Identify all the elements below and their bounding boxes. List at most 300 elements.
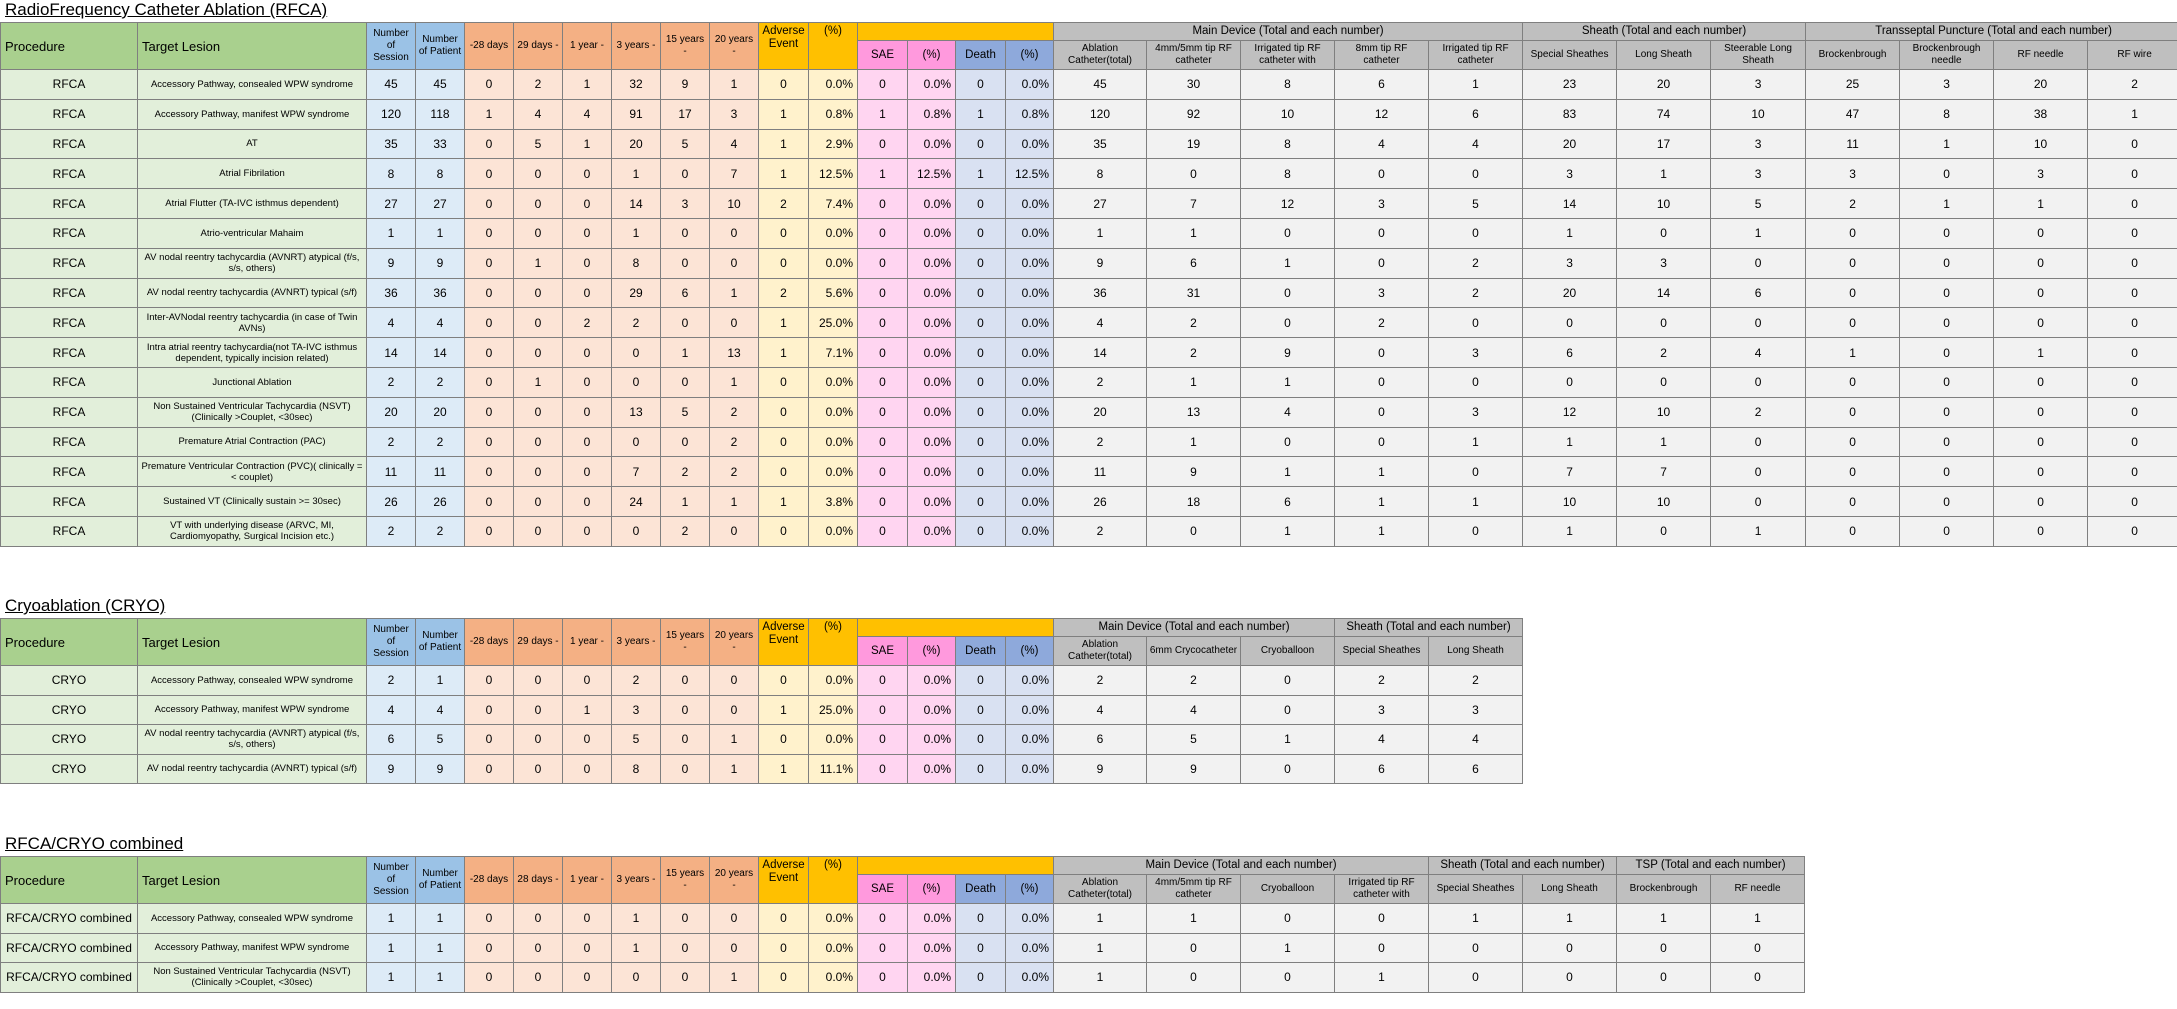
device-count-cell: 0 — [1711, 457, 1806, 487]
table-row — [1, 308, 2177, 338]
death-pct-cell: 0.0% — [1006, 397, 1054, 427]
device-count-cell: 3 — [1335, 695, 1429, 725]
count-cell: 2 — [367, 367, 416, 397]
adverse-event-pct-cell: 0.0% — [809, 725, 858, 755]
device-count-cell: 3 — [1617, 248, 1711, 278]
device-column-header: Special Sheathes — [1429, 875, 1523, 904]
column-header: 29 days - — [514, 619, 563, 666]
count-cell: 0 — [563, 159, 612, 189]
adverse-event-pct-cell: 0.0% — [809, 367, 858, 397]
count-cell: 0 — [710, 666, 759, 696]
device-count-cell: 0 — [1806, 427, 1900, 457]
count-cell: 1 — [710, 70, 759, 100]
column-header: 3 years - — [612, 857, 661, 904]
adverse-event-pct-cell: 0.0% — [809, 457, 858, 487]
death-pct-header: (%) — [1006, 637, 1054, 666]
device-count-cell: 0 — [1806, 457, 1900, 487]
count-cell: 3 — [710, 99, 759, 129]
device-count-cell: 0 — [1711, 308, 1806, 338]
device-count-cell: 0 — [2088, 457, 2177, 487]
count-cell: 4 — [367, 308, 416, 338]
device-count-cell: 0 — [1994, 427, 2088, 457]
target-lesion-cell: AT — [138, 129, 367, 159]
procedure-cell: RFCA — [1, 427, 138, 457]
procedure-cell: CRYO — [1, 695, 138, 725]
count-cell: 0 — [563, 338, 612, 368]
device-count-cell: 10 — [1617, 189, 1711, 219]
procedure-cell: CRYO — [1, 666, 138, 696]
device-count-cell: 0 — [1241, 904, 1335, 934]
device-count-cell: 0 — [1900, 427, 1994, 457]
device-count-cell: 38 — [1994, 99, 2088, 129]
adverse-event-pct-cell: 0.0% — [809, 904, 858, 934]
sae-pct-cell: 0.0% — [908, 70, 956, 100]
count-cell: 1 — [563, 70, 612, 100]
device-count-cell: 6 — [1429, 99, 1523, 129]
adverse-event-cell: 0 — [759, 248, 809, 278]
target-lesion-cell: Premature Ventricular Contraction (PVC)( clinically =< couplet) — [138, 457, 367, 487]
device-count-cell: 1 — [1523, 904, 1617, 934]
table-row — [1, 904, 1805, 934]
count-cell: 0 — [710, 933, 759, 963]
adverse-event-pct-cell: 0.0% — [809, 516, 858, 546]
device-count-cell: 1 — [1806, 338, 1900, 368]
device-count-cell: 0 — [2088, 218, 2177, 248]
count-cell: 3 — [661, 189, 710, 219]
device-count-cell: 11 — [1054, 457, 1147, 487]
device-count-cell: 0 — [1617, 218, 1711, 248]
table-row — [1, 99, 2177, 129]
count-cell: 0 — [612, 963, 661, 993]
device-column-header: Irrigated tip RF catheter — [1429, 41, 1523, 70]
procedure-cell: RFCA — [1, 367, 138, 397]
device-count-cell: 10 — [1241, 99, 1335, 129]
death-cell: 1 — [956, 159, 1006, 189]
device-count-cell: 1 — [1711, 218, 1806, 248]
device-count-cell: 18 — [1147, 487, 1241, 517]
count-cell: 1 — [661, 338, 710, 368]
procedure-cell: RFCA — [1, 487, 138, 517]
count-cell: 0 — [563, 218, 612, 248]
device-count-cell: 0 — [1994, 516, 2088, 546]
death-cell: 0 — [956, 725, 1006, 755]
target-lesion-cell: Accessory Pathway, manifest WPW syndrome — [138, 695, 367, 725]
procedure-cell: RFCA/CRYO combined — [1, 963, 138, 993]
device-count-cell: 0 — [1994, 397, 2088, 427]
count-cell: 13 — [612, 397, 661, 427]
device-count-cell: 2 — [1054, 427, 1147, 457]
adverse-event-pct-cell: 2.9% — [809, 129, 858, 159]
table-row — [1, 695, 1523, 725]
device-count-cell: 1 — [1429, 427, 1523, 457]
death-pct-cell: 0.0% — [1006, 695, 1054, 725]
sae-death-band — [858, 619, 1054, 637]
device-column-header: Brockenbrough — [1806, 41, 1900, 70]
count-cell: 9 — [367, 248, 416, 278]
death-header: Death — [956, 875, 1006, 904]
device-count-cell: 0 — [1241, 963, 1335, 993]
count-cell: 0 — [465, 427, 514, 457]
section-title: Cryoablation (CRYO) — [5, 596, 166, 615]
device-count-cell: 3 — [1523, 159, 1617, 189]
device-column-header: 4mm/5mm tip RF catheter — [1147, 875, 1241, 904]
adverse-event-cell: 0 — [759, 218, 809, 248]
count-cell: 1 — [416, 933, 465, 963]
count-cell: 0 — [514, 487, 563, 517]
procedure-header: Procedure — [1, 23, 138, 70]
count-cell: 26 — [367, 487, 416, 517]
count-cell: 0 — [465, 367, 514, 397]
device-count-cell: 6 — [1429, 754, 1523, 784]
table-row — [1, 725, 1523, 755]
device-count-cell: 11 — [1806, 129, 1900, 159]
adverse-event-header: Adverse Event — [759, 857, 809, 904]
device-count-cell: 0 — [1806, 248, 1900, 278]
count-cell: 11 — [367, 457, 416, 487]
death-cell: 0 — [956, 933, 1006, 963]
device-count-cell: 2 — [1429, 278, 1523, 308]
device-count-cell: 1 — [1429, 904, 1523, 934]
death-header: Death — [956, 637, 1006, 666]
count-cell: 17 — [661, 99, 710, 129]
procedure-cell: RFCA — [1, 338, 138, 368]
device-count-cell: 12 — [1241, 189, 1335, 219]
count-cell: 8 — [416, 159, 465, 189]
count-cell: 0 — [514, 725, 563, 755]
device-count-cell: 0 — [2088, 338, 2177, 368]
sae-cell: 0 — [858, 427, 908, 457]
device-count-cell: 0 — [1617, 933, 1711, 963]
device-count-cell: 8 — [1054, 159, 1147, 189]
target-lesion-cell: Junctional Ablation — [138, 367, 367, 397]
sae-cell: 0 — [858, 963, 908, 993]
device-count-cell: 1 — [1523, 516, 1617, 546]
count-cell: 0 — [710, 695, 759, 725]
device-count-cell: 2 — [1147, 308, 1241, 338]
sae-cell: 0 — [858, 129, 908, 159]
count-cell: 0 — [465, 963, 514, 993]
column-header: 20 years - — [710, 619, 759, 666]
device-count-cell: 26 — [1054, 487, 1147, 517]
death-pct-cell: 0.0% — [1006, 487, 1054, 517]
count-cell: 0 — [563, 904, 612, 934]
sae-cell: 0 — [858, 516, 908, 546]
count-cell: 6 — [367, 725, 416, 755]
count-cell: 14 — [367, 338, 416, 368]
sae-pct-cell: 0.0% — [908, 904, 956, 934]
device-count-cell: 0 — [1711, 427, 1806, 457]
count-cell: 0 — [465, 666, 514, 696]
device-count-cell: 8 — [1241, 159, 1335, 189]
section-1 — [0, 596, 1511, 776]
device-count-cell: 4 — [1429, 129, 1523, 159]
count-cell: 13 — [710, 338, 759, 368]
count-cell: 1 — [416, 963, 465, 993]
device-count-cell: 4 — [1147, 695, 1241, 725]
device-count-cell: 4 — [1054, 308, 1147, 338]
count-cell: 0 — [563, 427, 612, 457]
device-count-cell: 2 — [1147, 666, 1241, 696]
count-cell: 0 — [514, 218, 563, 248]
device-count-cell: 0 — [1523, 963, 1617, 993]
procedure-header: Procedure — [1, 619, 138, 666]
count-cell: 3 — [612, 695, 661, 725]
device-count-cell: 9 — [1054, 248, 1147, 278]
device-count-cell: 0 — [1147, 963, 1241, 993]
device-count-cell: 14 — [1523, 189, 1617, 219]
count-cell: 0 — [465, 487, 514, 517]
count-cell: 1 — [514, 248, 563, 278]
count-cell: 0 — [563, 487, 612, 517]
device-count-cell: 0 — [1711, 367, 1806, 397]
device-column-header: Cryoballoon — [1241, 875, 1335, 904]
target-lesion-cell: Accessory Pathway, consealed WPW syndrome — [138, 70, 367, 100]
sae-cell: 0 — [858, 367, 908, 397]
count-cell: 0 — [661, 933, 710, 963]
death-cell: 0 — [956, 129, 1006, 159]
device-count-cell: 1 — [1147, 427, 1241, 457]
sae-pct-cell: 0.0% — [908, 129, 956, 159]
count-cell: 0 — [465, 397, 514, 427]
death-pct-cell: 0.8% — [1006, 99, 1054, 129]
device-count-cell: 0 — [1335, 427, 1429, 457]
adverse-event-cell: 0 — [759, 933, 809, 963]
device-count-cell: 31 — [1147, 278, 1241, 308]
device-count-cell: 47 — [1806, 99, 1900, 129]
count-cell: 0 — [514, 457, 563, 487]
count-cell: 0 — [661, 367, 710, 397]
column-header: 3 years - — [612, 23, 661, 70]
device-count-cell: 3 — [1711, 129, 1806, 159]
device-count-cell: 0 — [1241, 218, 1335, 248]
device-count-cell: 0 — [2088, 367, 2177, 397]
device-count-cell: 8 — [1241, 70, 1335, 100]
count-cell: 0 — [563, 397, 612, 427]
count-cell: 4 — [563, 99, 612, 129]
target-lesion-cell: Atrial Fibrilation — [138, 159, 367, 189]
death-cell: 0 — [956, 218, 1006, 248]
device-count-cell: 10 — [1617, 487, 1711, 517]
sae-pct-cell: 0.0% — [908, 308, 956, 338]
count-cell: 0 — [514, 695, 563, 725]
sae-cell: 1 — [858, 159, 908, 189]
count-cell: 4 — [710, 129, 759, 159]
death-cell: 0 — [956, 427, 1006, 457]
count-cell: 11 — [416, 457, 465, 487]
count-cell: 4 — [367, 695, 416, 725]
count-cell: 2 — [661, 457, 710, 487]
death-pct-cell: 0.0% — [1006, 278, 1054, 308]
count-cell: 0 — [710, 308, 759, 338]
device-count-cell: 0 — [1617, 367, 1711, 397]
death-pct-cell: 0.0% — [1006, 963, 1054, 993]
device-count-cell: 30 — [1147, 70, 1241, 100]
adverse-event-header: Adverse Event — [759, 23, 809, 70]
column-header: Number of Patient — [416, 619, 465, 666]
sae-pct-cell: 0.0% — [908, 218, 956, 248]
device-count-cell: 0 — [1429, 159, 1523, 189]
sae-pct-cell: 0.0% — [908, 754, 956, 784]
target-lesion-cell: Accessory Pathway, consealed WPW syndrome — [138, 904, 367, 934]
device-count-cell: 5 — [1711, 189, 1806, 219]
adverse-event-cell: 0 — [759, 516, 809, 546]
adverse-event-cell: 2 — [759, 189, 809, 219]
count-cell: 0 — [563, 666, 612, 696]
count-cell: 1 — [710, 725, 759, 755]
device-count-cell: 1 — [1429, 487, 1523, 517]
device-count-cell: 4 — [1054, 695, 1147, 725]
device-count-cell: 0 — [1806, 308, 1900, 338]
sae-pct-header: (%) — [908, 637, 956, 666]
count-cell: 0 — [514, 666, 563, 696]
count-cell: 2 — [612, 666, 661, 696]
table-row — [1, 248, 2177, 278]
device-count-cell: 0 — [1994, 367, 2088, 397]
column-header: Number of Session — [367, 857, 416, 904]
count-cell: 45 — [416, 70, 465, 100]
column-header: 15 years - — [661, 857, 710, 904]
adverse-event-pct-cell: 0.0% — [809, 963, 858, 993]
data-table — [0, 618, 1523, 784]
sae-cell: 0 — [858, 338, 908, 368]
target-lesion-cell: Intra atrial reentry tachycardia(not TA-IVC isthmus dependent, typically incision related) — [138, 338, 367, 368]
count-cell: 0 — [612, 338, 661, 368]
device-count-cell: 4 — [1335, 129, 1429, 159]
death-cell: 0 — [956, 457, 1006, 487]
count-cell: 0 — [563, 278, 612, 308]
count-cell: 24 — [612, 487, 661, 517]
device-count-cell: 0 — [1335, 248, 1429, 278]
device-count-cell: 0 — [1429, 963, 1523, 993]
device-count-cell: 9 — [1054, 754, 1147, 784]
adverse-event-pct-cell: 3.8% — [809, 487, 858, 517]
count-cell: 0 — [465, 308, 514, 338]
device-count-cell: 0 — [1617, 516, 1711, 546]
adverse-event-pct-cell: 0.0% — [809, 933, 858, 963]
device-count-cell: 10 — [1617, 397, 1711, 427]
section-title: RFCA/CRYO combined — [5, 834, 184, 853]
count-cell: 1 — [612, 218, 661, 248]
device-count-cell: 1 — [1994, 338, 2088, 368]
table-row — [1, 278, 2177, 308]
group-header: Sheath (Total and each number) — [1429, 857, 1617, 875]
device-column-header: 6mm Crycocatheter — [1147, 637, 1241, 666]
device-count-cell: 0 — [2088, 516, 2177, 546]
death-pct-cell: 0.0% — [1006, 367, 1054, 397]
death-cell: 0 — [956, 963, 1006, 993]
count-cell: 14 — [416, 338, 465, 368]
device-count-cell: 1 — [1900, 189, 1994, 219]
group-header: TSP (Total and each number) — [1617, 857, 1805, 875]
device-count-cell: 1 — [1523, 218, 1617, 248]
count-cell: 0 — [465, 338, 514, 368]
device-column-header: Steerable Long Sheath — [1711, 41, 1806, 70]
adverse-event-pct-cell: 0.0% — [809, 397, 858, 427]
device-count-cell: 2 — [1806, 189, 1900, 219]
count-cell: 1 — [710, 367, 759, 397]
sae-pct-cell: 0.0% — [908, 397, 956, 427]
death-cell: 0 — [956, 695, 1006, 725]
sae-pct-cell: 0.0% — [908, 487, 956, 517]
device-count-cell: 1 — [2088, 99, 2177, 129]
device-count-cell: 1 — [1054, 963, 1147, 993]
device-count-cell: 25 — [1806, 70, 1900, 100]
device-count-cell: 0 — [1711, 248, 1806, 278]
table-row — [1, 487, 2177, 517]
device-count-cell: 2 — [1054, 666, 1147, 696]
death-pct-cell: 0.0% — [1006, 754, 1054, 784]
device-count-cell: 0 — [1429, 933, 1523, 963]
device-count-cell: 0 — [1523, 367, 1617, 397]
count-cell: 2 — [710, 397, 759, 427]
device-count-cell: 1 — [1241, 248, 1335, 278]
device-count-cell: 0 — [1900, 218, 1994, 248]
column-header: Number of Patient — [416, 23, 465, 70]
count-cell: 5 — [514, 129, 563, 159]
target-lesion-cell: Sustained VT (Clinically sustain >= 30sec) — [138, 487, 367, 517]
target-lesion-cell: Premature Atrial Contraction (PAC) — [138, 427, 367, 457]
device-column-header: Special Sheathes — [1523, 41, 1617, 70]
device-count-cell: 13 — [1147, 397, 1241, 427]
procedure-cell: RFCA — [1, 129, 138, 159]
sae-death-band — [858, 23, 1054, 41]
adverse-event-pct-cell: 5.6% — [809, 278, 858, 308]
device-count-cell: 36 — [1054, 278, 1147, 308]
count-cell: 0 — [612, 516, 661, 546]
column-header: Number of Session — [367, 23, 416, 70]
adverse-event-pct-cell: 7.1% — [809, 338, 858, 368]
count-cell: 8 — [367, 159, 416, 189]
device-count-cell: 1 — [1054, 904, 1147, 934]
count-cell: 2 — [416, 427, 465, 457]
device-count-cell: 4 — [1429, 725, 1523, 755]
device-count-cell: 7 — [1147, 189, 1241, 219]
device-count-cell: 20 — [1994, 70, 2088, 100]
device-column-header: Long Sheath — [1429, 637, 1523, 666]
sae-pct-header: (%) — [908, 41, 956, 70]
count-cell: 4 — [514, 99, 563, 129]
count-cell: 1 — [367, 963, 416, 993]
count-cell: 2 — [514, 70, 563, 100]
device-count-cell: 3 — [1806, 159, 1900, 189]
count-cell: 1 — [710, 487, 759, 517]
device-count-cell: 3 — [1429, 338, 1523, 368]
device-count-cell: 0 — [1900, 516, 1994, 546]
count-cell: 2 — [661, 516, 710, 546]
device-count-cell: 3 — [1711, 159, 1806, 189]
death-cell: 0 — [956, 367, 1006, 397]
sae-header: SAE — [858, 41, 908, 70]
death-pct-cell: 12.5% — [1006, 159, 1054, 189]
count-cell: 0 — [465, 70, 514, 100]
device-count-cell: 1 — [1711, 904, 1805, 934]
target-lesion-cell: AV nodal reentry tachycardia (AVNRT) atypical (f/s, s/s, others) — [138, 725, 367, 755]
adverse-event-cell: 0 — [759, 367, 809, 397]
device-count-cell: 6 — [1711, 278, 1806, 308]
count-cell: 0 — [465, 725, 514, 755]
device-count-cell: 0 — [1900, 457, 1994, 487]
count-cell: 9 — [367, 754, 416, 784]
procedure-cell: RFCA/CRYO combined — [1, 933, 138, 963]
adverse-event-cell: 2 — [759, 278, 809, 308]
device-count-cell: 1 — [1054, 218, 1147, 248]
adverse-event-pct-cell: 25.0% — [809, 695, 858, 725]
count-cell: 9 — [416, 754, 465, 784]
sae-cell: 1 — [858, 99, 908, 129]
count-cell: 0 — [465, 248, 514, 278]
device-count-cell: 0 — [1335, 933, 1429, 963]
device-count-cell: 2 — [1429, 248, 1523, 278]
